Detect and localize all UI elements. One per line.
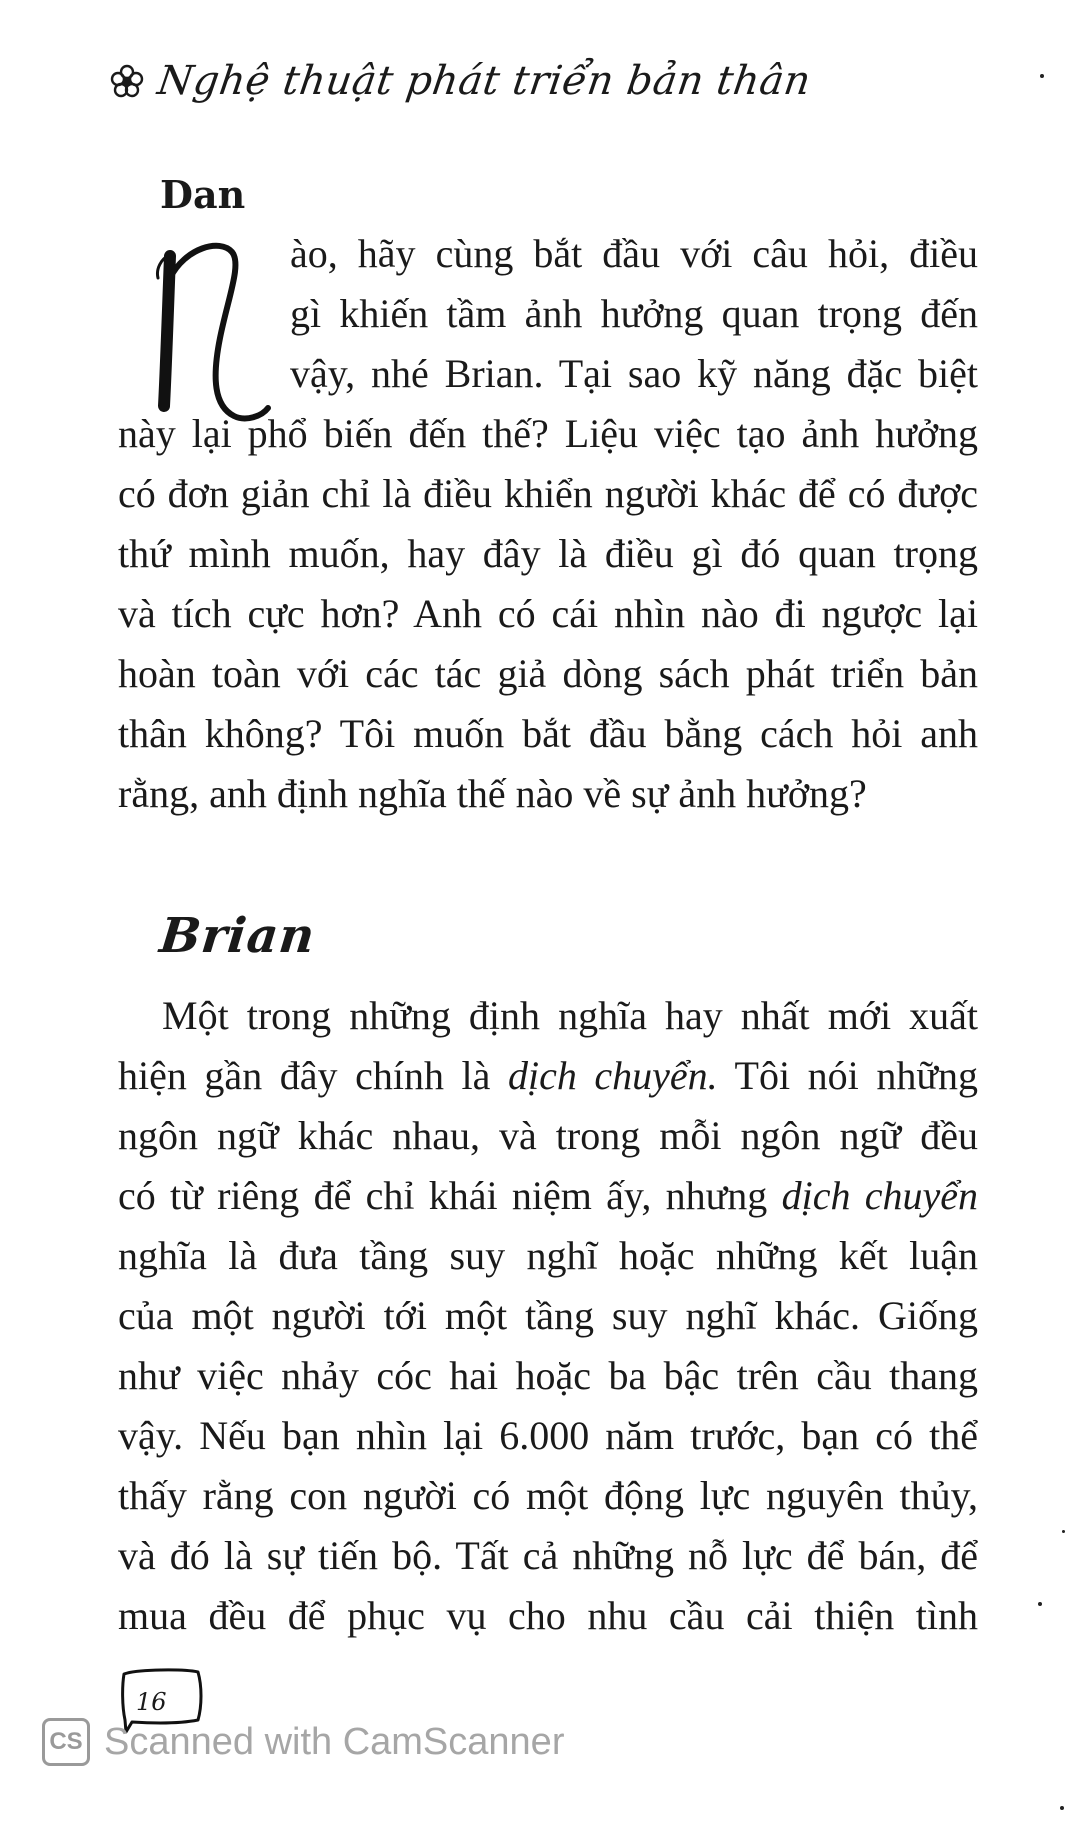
emphasis-text: dịch chuyển — [781, 1173, 978, 1218]
dan-paragraph — [118, 224, 978, 824]
text-line: vậy. Nếu bạn nhìn lại 6.000 năm trước, bạn có thể — [118, 1413, 978, 1458]
text-line: gì khiến tầm ảnh hưởng quan trọng đến — [290, 291, 978, 336]
running-header-title: Nghệ thuật phát triển bản thân — [154, 58, 814, 104]
scan-speck — [1062, 1530, 1065, 1533]
text-line: thứ mình muốn, hay đây là điều gì đó quan trọng — [118, 531, 978, 576]
emphasis-text: dịch chuyển. — [507, 1053, 718, 1098]
flower-ornament-icon — [110, 64, 144, 98]
text-line: ngôn ngữ khác nhau, và trong mỗi ngôn ngữ đều — [118, 1113, 978, 1158]
scan-speck — [1038, 1602, 1042, 1606]
text-line: hoàn toàn với các tác giả dòng sách phát triển bản — [118, 651, 978, 696]
running-header — [110, 58, 814, 104]
text-line: và đó là sự tiến bộ. Tất cả những nỗ lực để bán, để — [118, 1533, 978, 1578]
text-line: nghĩa là đưa tầng suy nghĩ hoặc những kết luận — [118, 1233, 978, 1278]
camscanner-logo-icon: CS — [42, 1718, 90, 1766]
text-line: thân không? Tôi muốn bắt đầu bằng cách hỏi anh — [118, 711, 978, 756]
text-line: rằng, anh định nghĩa thế nào về sự ảnh hưởng? — [118, 771, 867, 816]
text-line: Một trong những định nghĩa hay nhất mới xuất — [162, 993, 978, 1038]
text-line: và tích cực hơn? Anh có cái nhìn nào đi ngược lại — [118, 591, 978, 636]
text-line: ào, hãy cùng bắt đầu với câu hỏi, điều — [290, 231, 978, 276]
page-number: 16 — [136, 1688, 167, 1716]
text-line: thấy rằng con người có một động lực nguyên thủy, — [118, 1473, 978, 1518]
scan-speck — [1060, 1806, 1064, 1810]
text-line: như việc nhảy cóc hai hoặc ba bậc trên cầu thang — [118, 1353, 978, 1398]
watermark-text: Scanned with CamScanner — [104, 1720, 565, 1763]
scan-speck — [1040, 74, 1044, 78]
text-line: này lại phổ biến đến thế? Liệu việc tạo ảnh hưởng — [118, 411, 978, 456]
text-line: có đơn giản chỉ là điều khiển người khác để có được — [118, 471, 978, 516]
camscanner-watermark — [42, 1718, 564, 1766]
speaker-name-brian: Brian — [157, 908, 319, 964]
text-line: hiện gần đây chính là dịch chuyển. Tôi nói những — [118, 1053, 978, 1098]
text-line: của một người tới một tầng suy nghĩ khác. Giống — [118, 1293, 978, 1338]
text-line: vậy, nhé Brian. Tại sao kỹ năng đặc biệt — [290, 351, 978, 396]
brian-paragraph — [118, 986, 978, 1646]
text-line: có từ riêng để chỉ khái niệm ấy, nhưng dịch chuyển — [118, 1173, 978, 1218]
text-line: mua đều để phục vụ cho nhu cầu cải thiện tình — [118, 1593, 978, 1638]
speaker-name-dan: Dan — [160, 172, 246, 217]
